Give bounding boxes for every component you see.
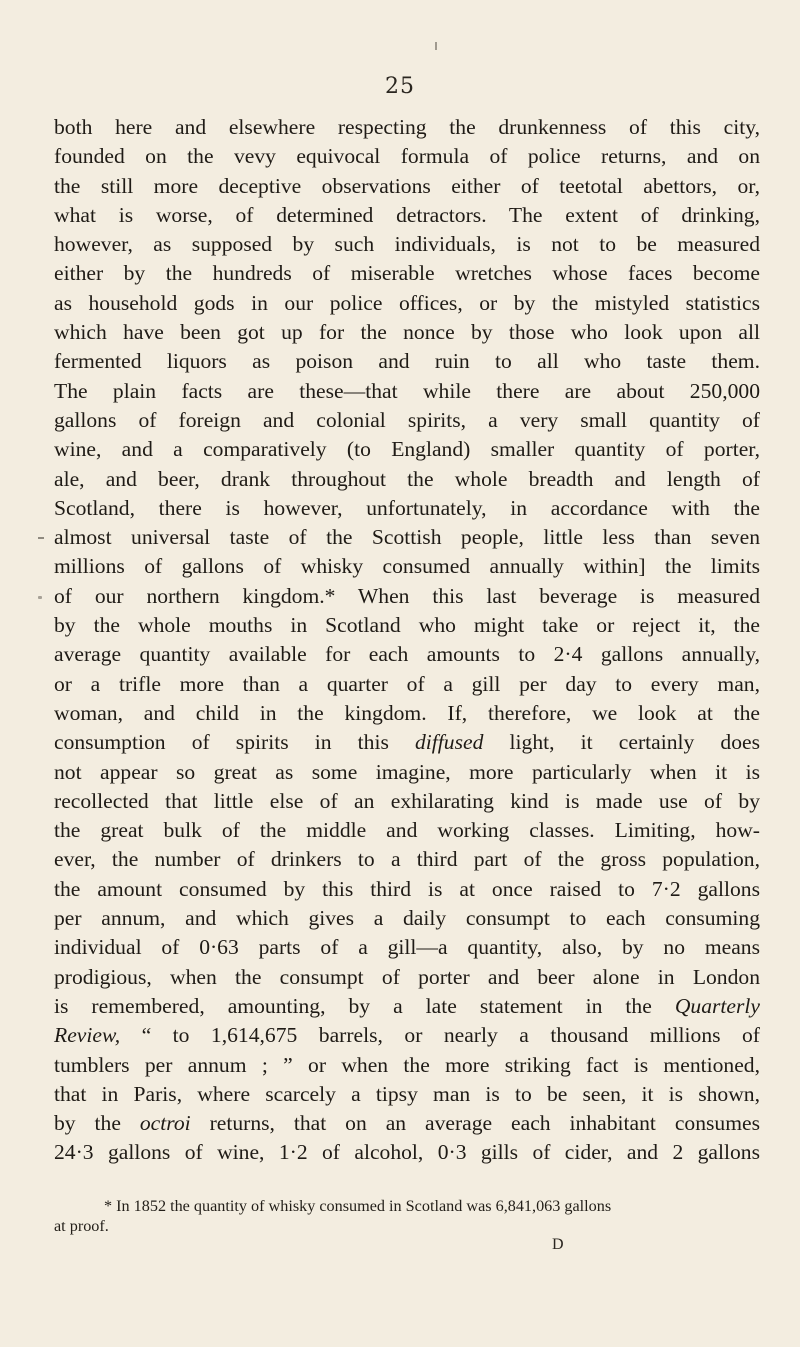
text-line: tumblers per annum ; ” or when the more striking fact is mentioned, [54, 1052, 760, 1077]
text-line: per annum, and which gives a daily consumpt to each consuming [54, 906, 760, 931]
text-line [54, 992, 760, 1021]
text-line: of our northern kingdom.* When this last beverage is measured [54, 583, 760, 608]
body-text [54, 113, 760, 1168]
text-line: ever, the number of drinkers to a third part of the gross population, [54, 847, 760, 872]
signature-mark: D [552, 1236, 564, 1253]
italic-word: diffused [415, 730, 484, 755]
text-line: founded on the vevy equivocal formula of police returns, and on [54, 144, 760, 169]
text-line: millions of gallons of whisky consumed annually within] the limits [54, 554, 760, 579]
text-segment: “ to 1,614,675 barrels, or nearly a thousand millions of [141, 1023, 760, 1048]
text-segment: consumption of spirits in this [54, 730, 389, 755]
text-line: by the whole mouths in Scotland who might take or reject it, the [54, 613, 760, 638]
text-line: individual of 0·63 parts of a gill—a quantity, also, by no means [54, 935, 760, 960]
page-number: 25 [385, 74, 415, 99]
text-line: almost universal taste of the Scottish people, little less than seven [54, 525, 760, 550]
text-line: what is worse, of determined detractors. The extent of drinking, [54, 202, 760, 227]
page-blemish [435, 42, 437, 50]
italic-word: Review, [54, 1023, 121, 1048]
text-line [54, 1109, 760, 1138]
text-line: prodigious, when the consumpt of porter and beer alone in London [54, 964, 760, 989]
text-line [54, 1021, 760, 1050]
text-line: the amount consumed by this third is at once raised to 7·2 gallons [54, 876, 760, 901]
footnote [54, 1196, 760, 1236]
text-line: the still more deceptive observations either of teetotal abettors, or, [54, 173, 760, 198]
footnote-line: * In 1852 the quantity of whisky consumed in Scotland was 6,841,063 gallons [104, 1197, 612, 1215]
text-line: however, as supposed by such individuals, is not to be measured [54, 232, 760, 257]
text-line: ale, and beer, drank throughout the whole breadth and length of [54, 466, 760, 491]
margin-mark [38, 596, 42, 599]
text-line: or a trifle more than a quarter of a gill per day to every man, [54, 671, 760, 696]
text-line: average quantity available for each amounts to 2·4 gallons annually, [54, 642, 760, 667]
text-line: the great bulk of the middle and working classes. Limiting, how- [54, 818, 760, 843]
text-line: gallons of foreign and colonial spirits, a very small quantity of [54, 407, 760, 432]
text-line: recollected that little else of an exhilarating kind is made use of by [54, 788, 760, 813]
text-line: not appear so great as some imagine, more particularly when it is [54, 759, 760, 784]
text-segment: returns, that on an average each inhabitant consumes [209, 1111, 760, 1136]
text-line: both here and elsewhere respecting the drunkenness of this city, [54, 115, 760, 139]
text-line: as household gods in our police offices, or by the mistyled statistics [54, 290, 760, 315]
text-segment: is remembered, amounting, by a late statement in the [54, 993, 652, 1018]
footnote-line: at proof. [54, 1217, 109, 1235]
text-line [54, 728, 760, 757]
italic-word: Quarterly [674, 993, 760, 1018]
text-line: 24·3 gallons of wine, 1·2 of alcohol, 0·3 gills of cider, and 2 gallons [54, 1140, 760, 1165]
text-line: woman, and child in the kingdom. If, therefore, we look at the [54, 700, 760, 725]
text-line: The plain facts are these—that while there are about 250,000 [54, 378, 760, 403]
text-line: fermented liquors as poison and ruin to all who taste them. [54, 349, 760, 374]
text-segment: light, it certainly does [509, 730, 761, 755]
text-line: either by the hundreds of miserable wretches whose faces become [54, 261, 760, 286]
text-line: that in Paris, where scarcely a tipsy man is to be seen, it is shown, [54, 1081, 760, 1106]
text-line: Scotland, there is however, unfortunately, in accordance with the [54, 495, 760, 520]
margin-mark [38, 537, 44, 539]
text-line: wine, and a comparatively (to England) smaller quantity of porter, [54, 437, 760, 462]
text-segment: by the [54, 1111, 121, 1136]
italic-word: octroi [139, 1111, 191, 1136]
text-line: which have been got up for the nonce by those who look upon all [54, 320, 760, 345]
